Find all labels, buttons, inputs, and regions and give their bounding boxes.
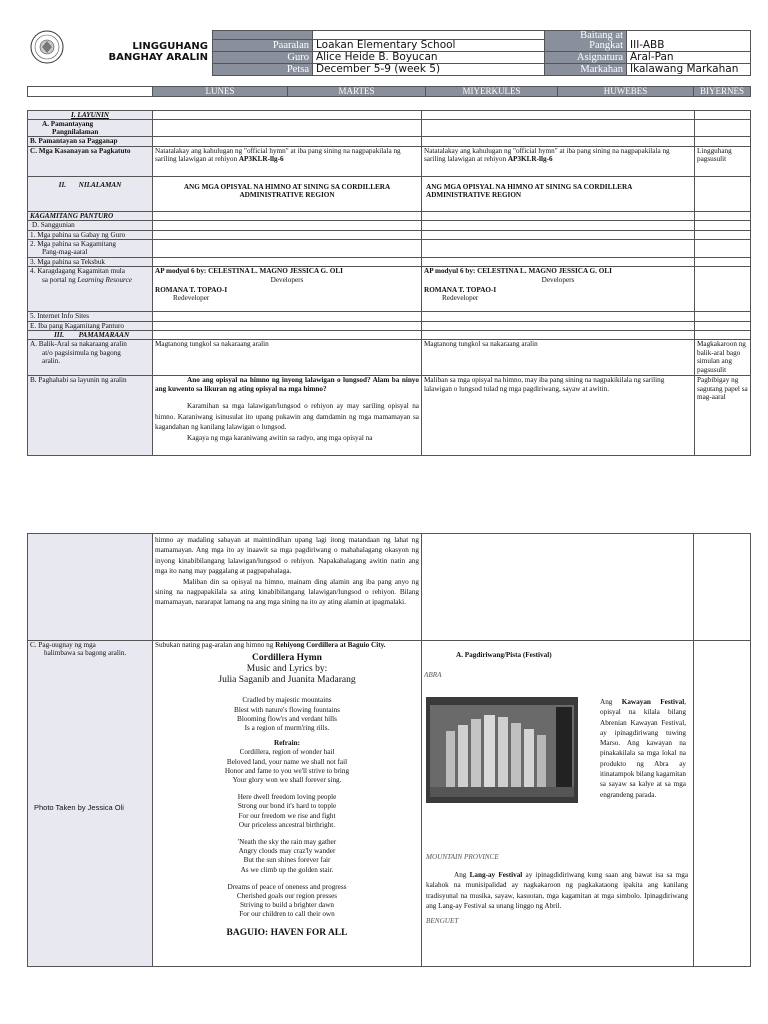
kasanayan-miyerkules: Natatalakay ang kahulugan ng "official hymn" at iba pang sining na nagpapakilala ng sariling lalawigan at rehiyon AP3KLR-llg-6 — [422, 146, 695, 176]
day-header-row — [27, 86, 751, 97]
row-iba-pang: E. Iba pang Kagamitang Panturo — [28, 321, 153, 330]
row-sanggunian: D. Sanggunian — [28, 221, 153, 230]
row-kasanayan: C. Mga Kasanayan sa Pagkatuto — [28, 146, 153, 176]
day-martes: MARTES — [288, 87, 426, 97]
balik-biyernes: Magkakaroon ng balik-aral bago simulan ang pagsusulit — [695, 340, 751, 376]
seal-icon — [30, 30, 64, 64]
row-pag-uugnay: C. Pag-uugnay ng mga halimbawa sa bagong aralin. Photo Taken by Jessica Oli — [28, 641, 153, 967]
nilalaman-miyerkules: ANG MGA OPISYAL NA HIMNO AT SINING SA CORDILLERA ADMINISTRATIVE REGION — [422, 176, 695, 211]
section-pamamaraan: III. PAMAMARAAN — [28, 331, 153, 340]
day-lunes: LUNES — [153, 87, 288, 97]
kasanayan-lunes: Natatalakay ang kahulugan ng "official hymn" at iba pang sining na nagpapakilala ng sariling lalawigan at rehiyon AP3KLR-llg-6 — [153, 146, 422, 176]
day-biyernes: BIYERNES — [694, 87, 751, 97]
balik-miyerkules: Magtanong tungkol sa nakaraang aralin — [422, 340, 695, 376]
baguio-title: BAGUIO: HAVEN FOR ALL — [226, 927, 348, 938]
section-kagamitang: KAGAMITANG PANTURO — [28, 211, 153, 220]
festival-cell: A. Pagdiriwang/Pista (Festival) ABRA Ang Kawayan Festival, opisyal na kilala bilang Abrenian Kawayan Festival, ay ipinagdiriwang tuwing Marso. Ang kawayan na pinakakilala sa mga lokal na produkto ng Abra ay itinatampok bilang kagamitan sa sayaw sa kalye at sa mga engrandeng parada. MOUNTAIN PROVINCE Ang Lang-ay Festival ay ipinagdidiriwang kung saan ang bawat isa sa mga kalahok na munisipalidad ay nagkakaroon ng pagkakataong ipakita ang kanilang tradisyunal na musika, sayaw, kasuotan, mga kagamitan at mga simbolo. Ipinagdiriwang ang Lang-ay Festival sa unang linggo ng Abril. BENGUET — [422, 641, 694, 967]
row-kagamitang-pang: 2. Mga pahina sa Kagamitang Pang-mag-aaral — [28, 240, 153, 258]
continued-paghahabi: himno ay madaling sabayan at maintindihan upang lagi itong matandaan ng lahat ng mamamayan. Ang mga ito ay inaawit sa mga pagdiriwang o mahahalagang okasyon ng inyong kinabibilangang lalawigan/lungsod o rehiyon. Napakahalagang awitin natin ang mga ito nang may paggalang at pagpapahalaga. Maliban din sa opisyal na himno, mainam ding alamin ang iba pang anyo ng sining na nagpapakilala sa ating kinabibilangang lalawigan/lungsod o rehiyon. Bilang mamamayan, nararapat lamang na ang mga sining na ito ay ating alamin at ipagmalaki. — [153, 534, 422, 641]
row-balik-aral: A. Balik-Aral sa nakaraang aralin at/o pagsisimula ng bagong aralin. — [28, 340, 153, 376]
lesson-table-page-2 — [27, 533, 751, 967]
deped-seal — [30, 30, 64, 64]
page-title: LINGGUHANG BANGHAY ARALIN — [108, 41, 208, 63]
photo-caption: Photo Taken by Jessica Oli — [34, 803, 124, 812]
row-teksbuk: 3. Mga pahina sa Teksbuk — [28, 257, 153, 266]
kasanayan-biyernes: Lingguhang pagsusulit — [695, 146, 751, 176]
hymn-cell: Subukan nating pag-aralan ang himno ng Rehiyong Cordillera at Baguio City. Cordillera Hymn Music and Lyrics by: Julia Saganib and Juanita Madarang Cradled by majestic mountains Blest with nature's flowing fountains Blooming flow'rs and verdant hills Is a region of murm'ring rills. Refrain: Cordillera, region of wonder hail Beloved land, your name we shall not fail Honor and fame to you we'll strive to bring Your glory won we shall forever sing. Here dwell freedom loving people Strong our bond it's hard to topple For our freedom we rise and fight Our priceless ancestral birthright. 'Neath the sky the rain may gather Angry clouds may craz'ly wander But the sun shines forever fair As we climb up the golden stair. Dreams of peace of oneness and progress Cherished goals our region presses Striving to build a brighter dawn For our children to call their own BAGUIO: HAVEN FOR ALL — [153, 641, 422, 967]
hymn-title: Cordillera Hymn — [252, 653, 322, 664]
hymn-lyrics: Cradled by majestic mountains Blest with nature's flowing fountains Blooming flow'rs and verdant hills Is a region of murm'ring rills. Refrain: Cordillera, region of wonder hail Beloved land, your name we shall not fail Honor and fame to you we'll strive to bring Your glory won we shall forever sing. Here dwell freedom loving people Strong our bond it's hard to topple For our freedom we rise and fight Our priceless ancestral birthright. 'Neath the sky the rain may gather Angry clouds may craz'ly wander But the sun shines forever fair As we climb up the golden stair. Dreams of peace of oneness and progress Cherished goals our region presses Striving to build a brighter dawn For our children to call their own — [224, 696, 350, 919]
row-pagganap: B. Pamantayan sa Pagganap — [28, 137, 153, 146]
row-internet: 5. Internet Info Sites — [28, 312, 153, 321]
day-huwebes: HUWEBES — [558, 87, 694, 97]
kawayan-text: Ang Kawayan Festival, opisyal na kilala bilang Abrenian Kawayan Festival, ay ipinagdiriwang tuwing Marso. Ang kawayan na pinakakilala sa mga lokal na produkto ng Abra ay itinatampok bilang kagamitan sa sayaw sa kalye at sa mga engrandeng parada. — [600, 698, 687, 799]
paghahabi-biyernes: Pagbibigay ng sagutang papel sa mag-aaral — [695, 376, 751, 456]
karagdagang-miyerkules: AP modyul 6 by: CELESTINA L. MAGNO JESSICA G. OLI Developers ROMANA T. TOPAO-I Redeveloper — [422, 267, 695, 312]
lesson-table-page-1 — [27, 110, 751, 456]
langay-text: Ang Lang-ay Festival ay ipinagdidiriwang kung saan ang bawat isa sa mga kalahok na munisipalidad ay nagkakaroon ng pagkakataong ipakita ang kanilang tradisyunal na musika, sayaw, kasuotan, mga kagamitan at mga simbolo. Ipinagdiriwang ang Lang-ay Festival sa unang linggo ng Abril. — [426, 871, 689, 910]
section-nilalaman: II. NILALAMAN — [28, 176, 153, 211]
row-gabay: 1. Mga pahina sa Gabay ng Guro — [28, 230, 153, 239]
header-info-right: Baitang at Pangkat III-ABB Asignatura Aral-Pan Markahan Ikalawang Markahan — [544, 30, 751, 76]
nilalaman-lunes: ANG MGA OPISYAL NA HIMNO AT SINING SA CORDILLERA ADMINISTRATIVE REGION — [153, 176, 422, 211]
kawayan-photo — [426, 697, 578, 803]
section-layunin: I. LAYUNIN — [28, 111, 153, 120]
row-pamantayang: A. Pamantayang Pangnilalaman — [28, 120, 153, 137]
day-miyerkules: MIYERKULES — [426, 87, 558, 97]
balik-lunes: Magtanong tungkol sa nakaraang aralin — [153, 340, 422, 376]
paghahabi-miyerkules: Maliban sa mga opisyal na himno, may iba pang sining na nagpakikilala ng sariling lalawigan o lungsod tulad ng mga pagdiriwang, sayaw at awitin. — [422, 376, 695, 456]
row-karagdagang: 4. Karagdagang Kagamitan mula sa portal ng Learning Resource — [28, 267, 153, 312]
karagdagang-lunes: AP modyul 6 by: CELESTINA L. MAGNO JESSICA G. OLI Developers ROMANA T. TOPAO-I Redeveloper — [153, 267, 422, 312]
row-paghahabi: B. Paghahabi sa layunin ng aralin — [28, 376, 153, 456]
paghahabi-lunes: Ano ang opisyal na himno ng inyong lalawigan o lungsod? Alam ba ninyo ang kuwento sa likuran ng ating opisyal na mga himno? Karamihan sa mga lalawigan/lungsod o rehiyon ay may sariling opisyal na himno. Karaniwang isinusulat ito upang pukawin ang damdamin ng mga mamamayan sa kagandahan ng kanilang lalawigan o lungsod. Kagaya ng mga karaniwang awitin sa radyo, ang mga opisyal na — [153, 376, 422, 456]
header-info-left: Paaralan Loakan Elementary School Guro Alice Heide B. Boyucan Petsa December 5-9 (week 5) — [212, 30, 545, 76]
